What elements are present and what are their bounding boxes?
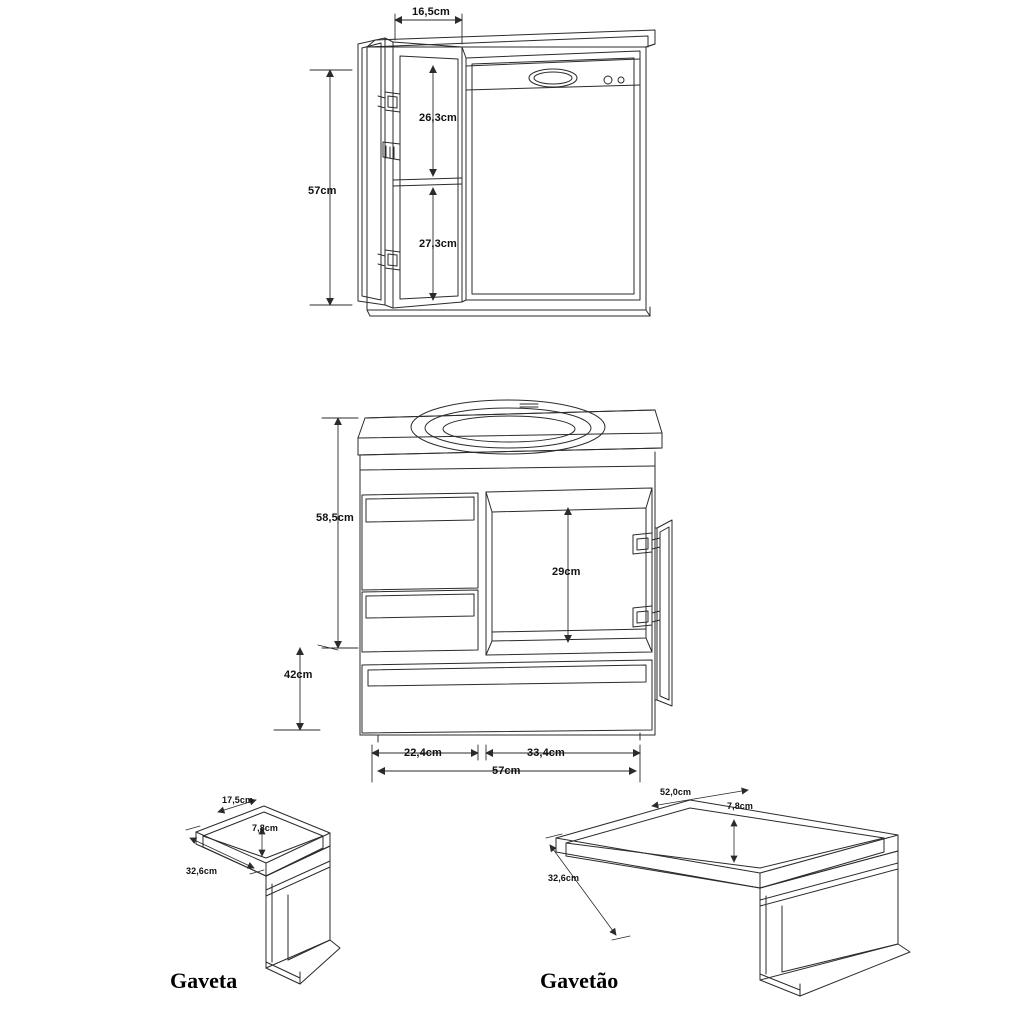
dimension-label-gaveta-height: 7,8cm (252, 823, 279, 833)
dimension-label-gavetao-depth: 32,6cm (548, 873, 580, 883)
caption-gavetao: Gavetão (540, 968, 619, 993)
dimension-label-gaveta-depth: 32,6cm (186, 866, 218, 876)
large-drawer-drawing (556, 800, 910, 996)
mirror-cabinet-drawing (358, 30, 655, 316)
dimension-label-mirror-height: 57cm (308, 185, 337, 197)
dimension-label-vanity-inner-height: 29cm (552, 566, 581, 578)
dimension-label-vanity-legs: 42cm (284, 669, 313, 681)
vanity-dimension-lines (274, 418, 640, 782)
dimension-label-mirror-shelf-upper: 26,3cm (419, 112, 457, 124)
dimension-label-gaveta-width: 17,5cm (222, 795, 254, 805)
caption-gaveta: Gaveta (170, 968, 238, 993)
dimension-label-vanity-height: 58,5cm (316, 512, 354, 524)
dimension-label-total-width: 57cm (492, 765, 521, 777)
dimension-label-gavetao-width: 52,0cm (660, 787, 692, 797)
dimension-label-mirror-width: 16,5cm (412, 6, 450, 18)
dimension-label-drawer-width: 22,4cm (404, 747, 442, 759)
dimension-label-door-width: 33,4cm (527, 747, 565, 759)
vanity-cabinet-drawing (358, 400, 672, 742)
gaveta-dimension-lines (186, 800, 264, 874)
dimension-label-gavetao-height: 7,8cm (727, 801, 754, 811)
dimension-label-mirror-shelf-lower: 27,3cm (419, 238, 457, 250)
